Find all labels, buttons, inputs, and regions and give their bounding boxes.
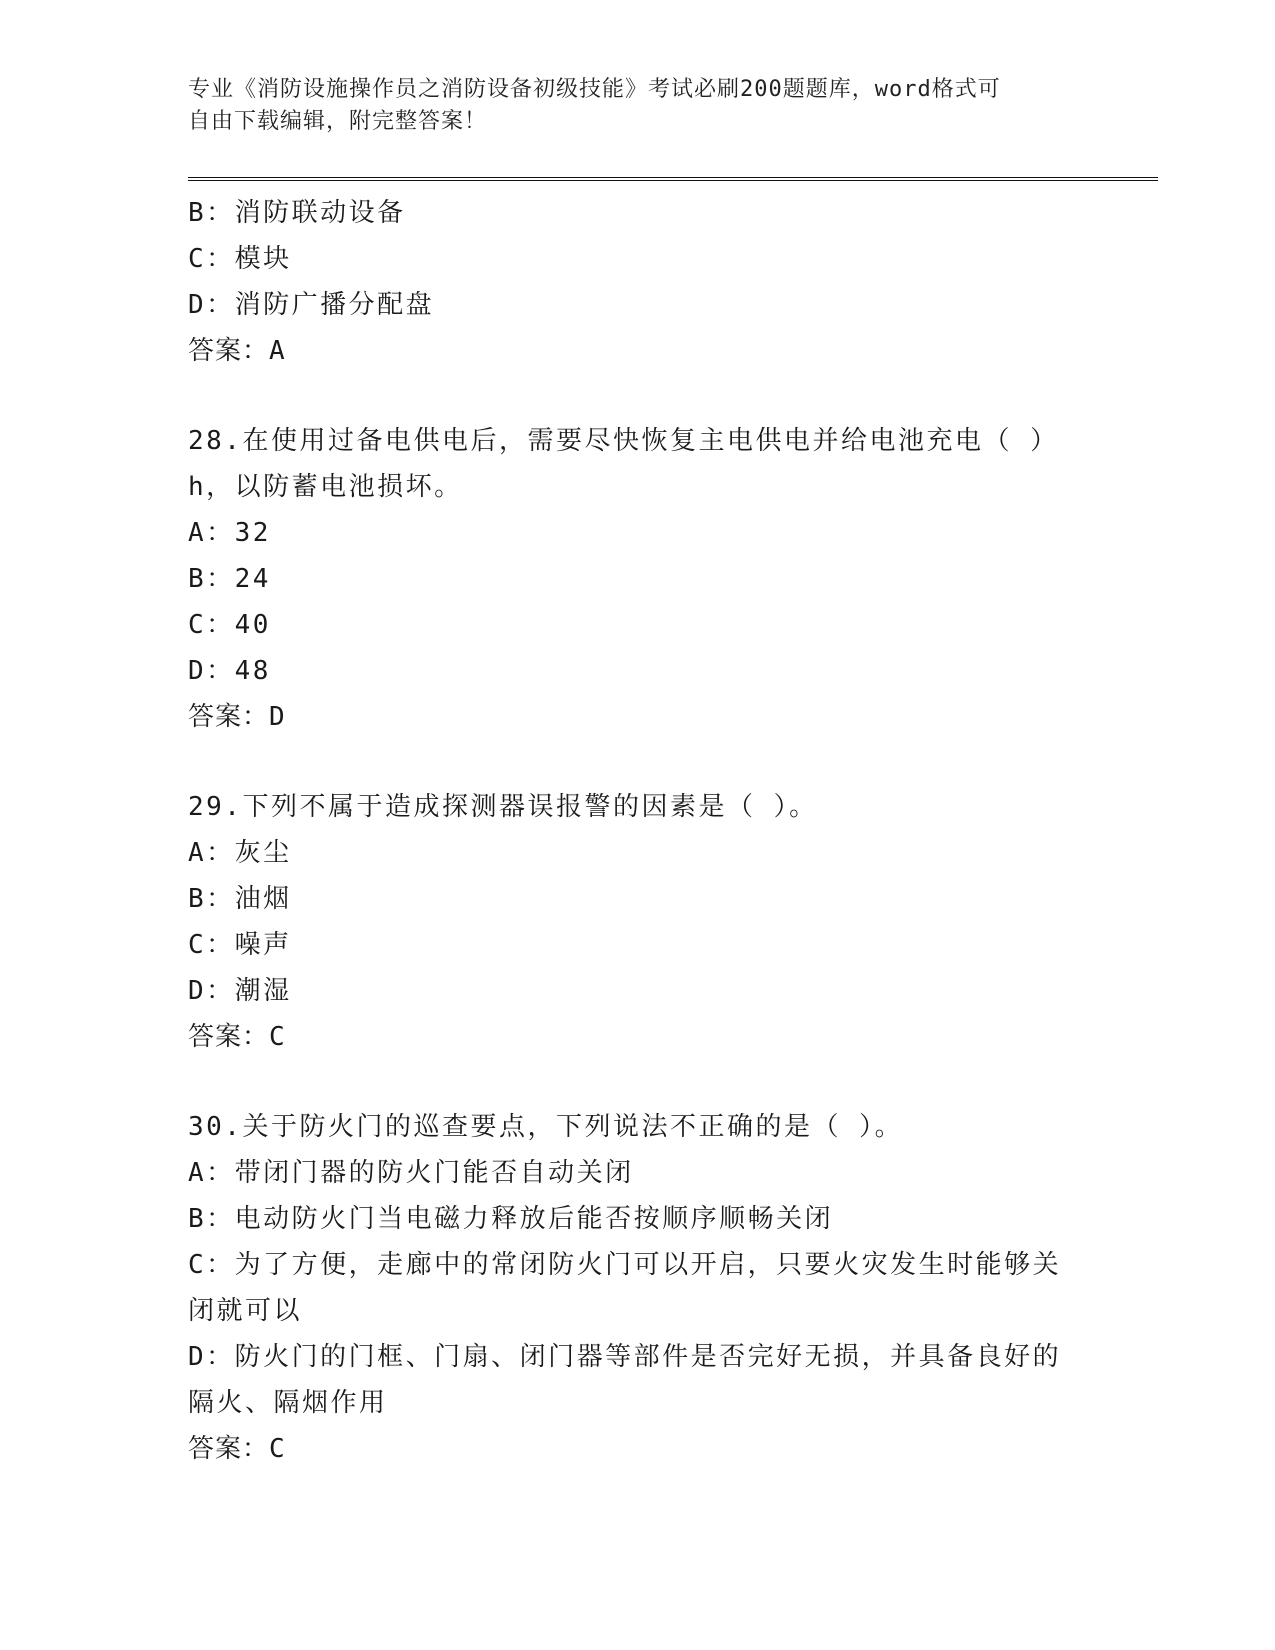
option-c: C：噪声 (188, 930, 292, 960)
question-28 (188, 418, 1088, 740)
question-stem-cont: h，以防蓄电池损坏。 (188, 472, 463, 502)
question-stem: 29.下列不属于造成探测器误报警的因素是（ ）。 (188, 792, 818, 822)
option-d: D：48 (188, 656, 271, 686)
option-c-cont: 闭就可以 (188, 1296, 303, 1326)
answer-label: 答案： (188, 1022, 270, 1052)
option-b: B：电动防火门当电磁力释放后能否按顺序顺畅关闭 (188, 1204, 834, 1234)
question-stem: 28.在使用过备电供电后，需要尽快恢复主电供电并给电池充电（ ） (188, 426, 1059, 456)
option-b: B：24 (188, 564, 271, 594)
answer-value: A (269, 336, 286, 366)
answer-line (188, 328, 1088, 374)
option-c: C：模块 (188, 244, 292, 274)
answer-value: C (269, 1022, 286, 1052)
answer-label: 答案： (188, 702, 270, 732)
option-d: D：潮湿 (188, 976, 292, 1006)
option-b: B：油烟 (188, 884, 292, 914)
answer-value: C (269, 1434, 286, 1464)
answer-line (188, 1014, 1088, 1060)
option-c: C：40 (188, 610, 271, 640)
answer-label: 答案： (188, 1434, 270, 1464)
question-27-tail (188, 190, 1088, 374)
header-line-2: 自由下载编辑，附完整答案！ (188, 109, 488, 134)
answer-value: D (269, 702, 286, 732)
question-29 (188, 784, 1088, 1060)
option-d: D：消防广播分配盘 (188, 290, 435, 320)
question-stem: 30.关于防火门的巡查要点，下列说法不正确的是（ ）。 (188, 1112, 904, 1142)
option-d-cont: 隔火、隔烟作用 (188, 1388, 388, 1418)
option-c: C：为了方便，走廊中的常闭防火门可以开启，只要火灾发生时能够关 (188, 1250, 1062, 1280)
answer-line (188, 1426, 1088, 1472)
option-a: A：灰尘 (188, 838, 292, 868)
option-b: B：消防联动设备 (188, 198, 406, 228)
option-d: D：防火门的门框、门扇、闭门器等部件是否完好无损，并具备良好的 (188, 1342, 1062, 1372)
option-a: A：32 (188, 518, 271, 548)
option-a: A：带闭门器的防火门能否自动关闭 (188, 1158, 634, 1188)
header-line-1: 专业《消防设施操作员之消防设备初级技能》考试必刷200题题库，word格式可 (188, 77, 1001, 102)
question-30 (188, 1104, 1088, 1472)
document-header (188, 74, 1088, 138)
header-divider (188, 177, 1158, 181)
answer-line (188, 694, 1088, 740)
answer-label: 答案： (188, 336, 270, 366)
question-list (188, 190, 1088, 1472)
